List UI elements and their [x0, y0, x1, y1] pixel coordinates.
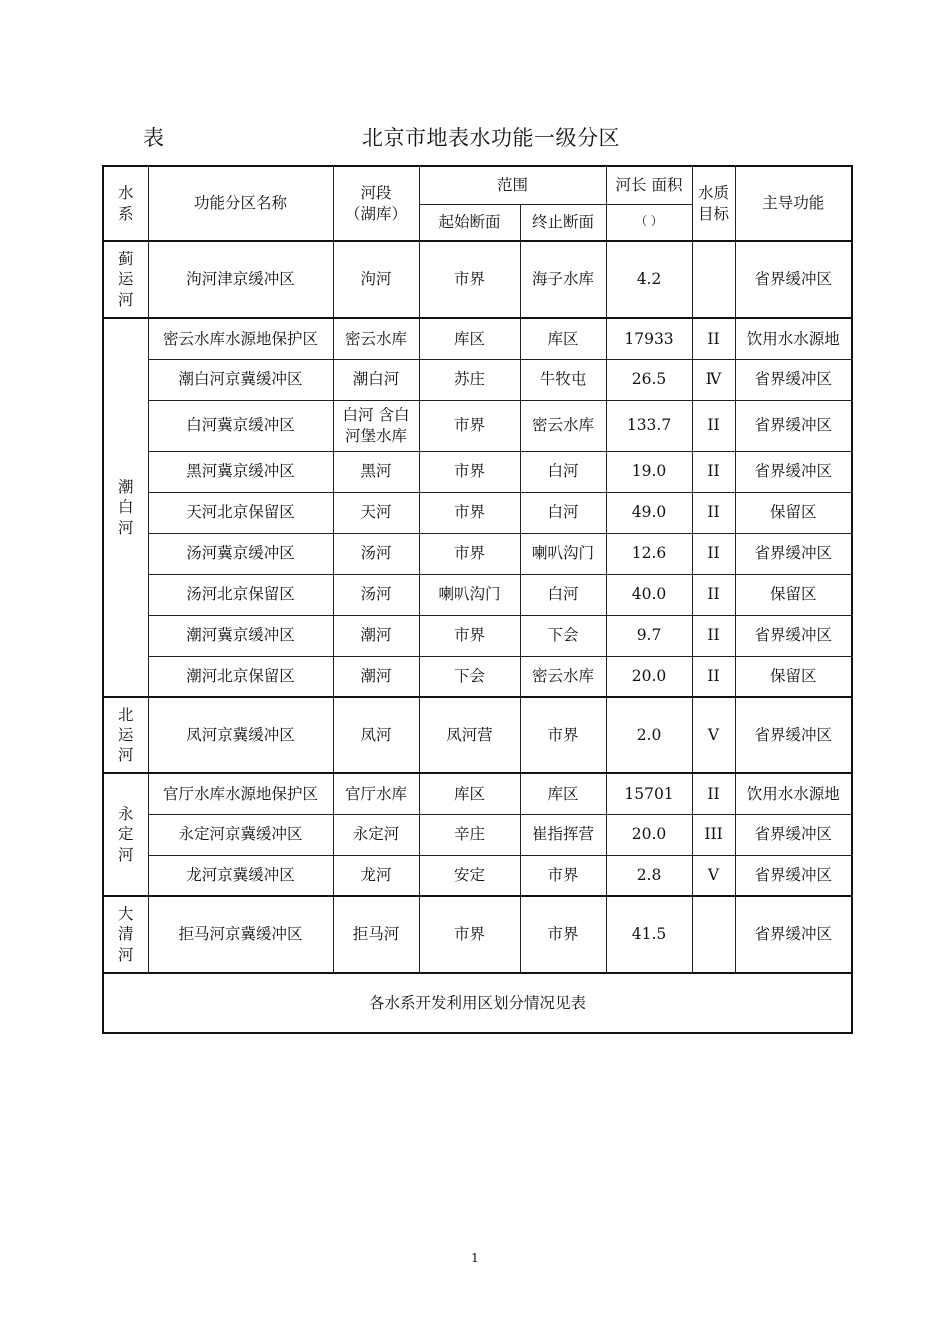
end-section-cell: 崔指挥营 — [520, 814, 606, 855]
zone-name-cell: 拒马河京冀缓冲区 — [148, 896, 333, 973]
start-section-cell: 市界 — [419, 533, 520, 574]
water-system-char: 河 — [117, 290, 134, 309]
main-function-cell: 省界缓冲区 — [735, 451, 852, 492]
quality-target-cell: II — [692, 533, 735, 574]
river-cell: 潮白河 — [333, 359, 419, 400]
zone-name-cell: 龙河京冀缓冲区 — [148, 855, 333, 896]
river-cell: 天河 — [333, 492, 419, 533]
length-area-cell: 20.0 — [606, 814, 692, 855]
river-cell: 永定河 — [333, 814, 419, 855]
quality-target-cell: V — [692, 697, 735, 773]
water-system-char: 定 — [117, 825, 134, 844]
table-row — [103, 400, 852, 451]
header-river: 河段 （湖库） — [333, 166, 419, 241]
table-header-row — [103, 166, 852, 204]
start-section-cell: 安定 — [419, 855, 520, 896]
length-area-cell: 17933 — [606, 318, 692, 359]
end-section-cell: 白河 — [520, 574, 606, 615]
end-section-cell: 市界 — [520, 697, 606, 773]
water-system-char: 蓟 — [117, 250, 134, 269]
river-cell: 汤河 — [333, 574, 419, 615]
main-function-cell: 省界缓冲区 — [735, 896, 852, 973]
table-row — [103, 896, 852, 973]
length-area-cell: 15701 — [606, 773, 692, 814]
quality-target-cell — [692, 241, 735, 318]
end-section-cell: 喇叭沟门 — [520, 533, 606, 574]
river-cell: 白河 含白 河堡水库 — [333, 400, 419, 451]
water-system-cell — [103, 697, 148, 773]
zone-name-cell: 潮白河京冀缓冲区 — [148, 359, 333, 400]
length-area-cell: 49.0 — [606, 492, 692, 533]
water-system-cell — [103, 241, 148, 318]
start-section-cell: 库区 — [419, 318, 520, 359]
end-section-cell: 市界 — [520, 855, 606, 896]
zone-name-cell: 永定河京冀缓冲区 — [148, 814, 333, 855]
main-function-cell: 省界缓冲区 — [735, 814, 852, 855]
start-section-cell: 市界 — [419, 896, 520, 973]
quality-target-cell: Ⅳ — [692, 359, 735, 400]
note-row — [103, 973, 852, 1033]
quality-target-cell: II — [692, 574, 735, 615]
zone-name-cell: 天河北京保留区 — [148, 492, 333, 533]
page-title: 北京市地表水功能一级分区 — [362, 126, 620, 150]
end-section-cell: 库区 — [520, 318, 606, 359]
zone-name-cell: 潮河北京保留区 — [148, 656, 333, 697]
quality-target-cell: II — [692, 451, 735, 492]
quality-target-cell: II — [692, 318, 735, 359]
river-cell: 黑河 — [333, 451, 419, 492]
quality-target-cell: II — [692, 492, 735, 533]
water-system-char: 运 — [117, 270, 134, 289]
table-row — [103, 697, 852, 773]
header-unit: （ ） — [606, 204, 692, 241]
start-section-cell: 凤河营 — [419, 697, 520, 773]
quality-target-cell: II — [692, 615, 735, 656]
zone-name-cell: 泃河津京缓冲区 — [148, 241, 333, 318]
header-quality: 水质 目标 — [692, 166, 735, 241]
end-section-cell: 海子水库 — [520, 241, 606, 318]
table-row — [103, 574, 852, 615]
river-cell: 凤河 — [333, 697, 419, 773]
length-area-cell: 12.6 — [606, 533, 692, 574]
table-label: 表 — [143, 126, 164, 150]
length-area-cell: 2.8 — [606, 855, 692, 896]
end-section-cell: 密云水库 — [520, 400, 606, 451]
table-row — [103, 533, 852, 574]
water-system-char: 清 — [117, 925, 134, 944]
table-row — [103, 814, 852, 855]
water-system-char: 潮 — [117, 478, 134, 497]
length-area-cell: 4.2 — [606, 241, 692, 318]
main-function-cell: 饮用水水源地 — [735, 773, 852, 814]
table-row — [103, 615, 852, 656]
start-section-cell: 市界 — [419, 241, 520, 318]
start-section-cell: 苏庄 — [419, 359, 520, 400]
river-cell: 拒马河 — [333, 896, 419, 973]
start-section-cell: 辛庄 — [419, 814, 520, 855]
end-section-cell: 白河 — [520, 492, 606, 533]
header-zone-name: 功能分区名称 — [148, 166, 333, 241]
main-function-cell: 省界缓冲区 — [735, 400, 852, 451]
quality-target-cell: II — [692, 773, 735, 814]
water-system-cell — [103, 896, 148, 973]
main-function-cell: 省界缓冲区 — [735, 615, 852, 656]
length-area-cell: 20.0 — [606, 656, 692, 697]
header-start: 起始断面 — [419, 204, 520, 241]
table-row — [103, 451, 852, 492]
header-system: 水 系 — [103, 166, 148, 241]
river-cell: 潮河 — [333, 656, 419, 697]
water-system-cell — [103, 773, 148, 896]
start-section-cell: 下会 — [419, 656, 520, 697]
length-area-cell: 2.0 — [606, 697, 692, 773]
zone-name-cell: 汤河北京保留区 — [148, 574, 333, 615]
water-system-char: 河 — [117, 746, 134, 765]
zone-name-cell: 潮河冀京缓冲区 — [148, 615, 333, 656]
end-section-cell: 库区 — [520, 773, 606, 814]
length-area-cell: 40.0 — [606, 574, 692, 615]
main-function-cell: 省界缓冲区 — [735, 697, 852, 773]
page-number: 1 — [471, 1251, 479, 1265]
water-system-char: 河 — [117, 945, 134, 964]
end-section-cell: 密云水库 — [520, 656, 606, 697]
end-section-cell: 白河 — [520, 451, 606, 492]
water-system-char: 北 — [117, 705, 134, 724]
length-area-cell: 41.5 — [606, 896, 692, 973]
quality-target-cell: V — [692, 855, 735, 896]
start-section-cell: 市界 — [419, 400, 520, 451]
table-row — [103, 359, 852, 400]
river-cell: 泃河 — [333, 241, 419, 318]
water-system-char: 永 — [117, 805, 134, 824]
zone-name-cell: 官厅水库水源地保护区 — [148, 773, 333, 814]
water-system-char: 河 — [117, 518, 134, 537]
table-row — [103, 492, 852, 533]
end-section-cell: 市界 — [520, 896, 606, 973]
start-section-cell: 库区 — [419, 773, 520, 814]
main-function-cell: 保留区 — [735, 656, 852, 697]
quality-target-cell — [692, 896, 735, 973]
water-system-char: 白 — [117, 498, 134, 517]
length-area-cell: 133.7 — [606, 400, 692, 451]
zone-name-cell: 汤河冀京缓冲区 — [148, 533, 333, 574]
river-cell: 官厅水库 — [333, 773, 419, 814]
river-cell: 潮河 — [333, 615, 419, 656]
main-function-cell: 省界缓冲区 — [735, 533, 852, 574]
table-note: 各水系开发利用区划分情况见表 — [103, 973, 852, 1033]
end-section-cell: 牛牧屯 — [520, 359, 606, 400]
main-function-cell: 保留区 — [735, 492, 852, 533]
main-function-cell: 省界缓冲区 — [735, 855, 852, 896]
main-function-cell: 省界缓冲区 — [735, 359, 852, 400]
table-row — [103, 318, 852, 359]
length-area-cell: 19.0 — [606, 451, 692, 492]
end-section-cell: 下会 — [520, 615, 606, 656]
main-function-cell: 保留区 — [735, 574, 852, 615]
header-length-area: 河长 面积 — [606, 166, 692, 204]
table-row — [103, 241, 852, 318]
water-system-char: 运 — [117, 725, 134, 744]
table-row — [103, 773, 852, 814]
quality-target-cell: II — [692, 656, 735, 697]
quality-target-cell: II — [692, 400, 735, 451]
river-cell: 汤河 — [333, 533, 419, 574]
zone-name-cell: 黑河冀京缓冲区 — [148, 451, 333, 492]
header-function: 主导功能 — [735, 166, 852, 241]
zone-name-cell: 密云水库水源地保护区 — [148, 318, 333, 359]
length-area-cell: 26.5 — [606, 359, 692, 400]
water-system-char: 河 — [117, 845, 134, 864]
water-system-cell — [103, 318, 148, 697]
main-function-cell: 省界缓冲区 — [735, 241, 852, 318]
water-system-char: 大 — [117, 905, 134, 924]
river-cell: 龙河 — [333, 855, 419, 896]
length-area-cell: 9.7 — [606, 615, 692, 656]
start-section-cell: 喇叭沟门 — [419, 574, 520, 615]
table-row — [103, 855, 852, 896]
start-section-cell: 市界 — [419, 615, 520, 656]
zone-name-cell: 白河冀京缓冲区 — [148, 400, 333, 451]
river-cell: 密云水库 — [333, 318, 419, 359]
start-section-cell: 市界 — [419, 451, 520, 492]
main-function-cell: 饮用水水源地 — [735, 318, 852, 359]
start-section-cell: 市界 — [419, 492, 520, 533]
table-row — [103, 656, 852, 697]
header-range: 范围 — [419, 166, 606, 204]
function-zone-table — [102, 165, 853, 1034]
zone-name-cell: 凤河京冀缓冲区 — [148, 697, 333, 773]
header-end: 终止断面 — [520, 204, 606, 241]
quality-target-cell: III — [692, 814, 735, 855]
